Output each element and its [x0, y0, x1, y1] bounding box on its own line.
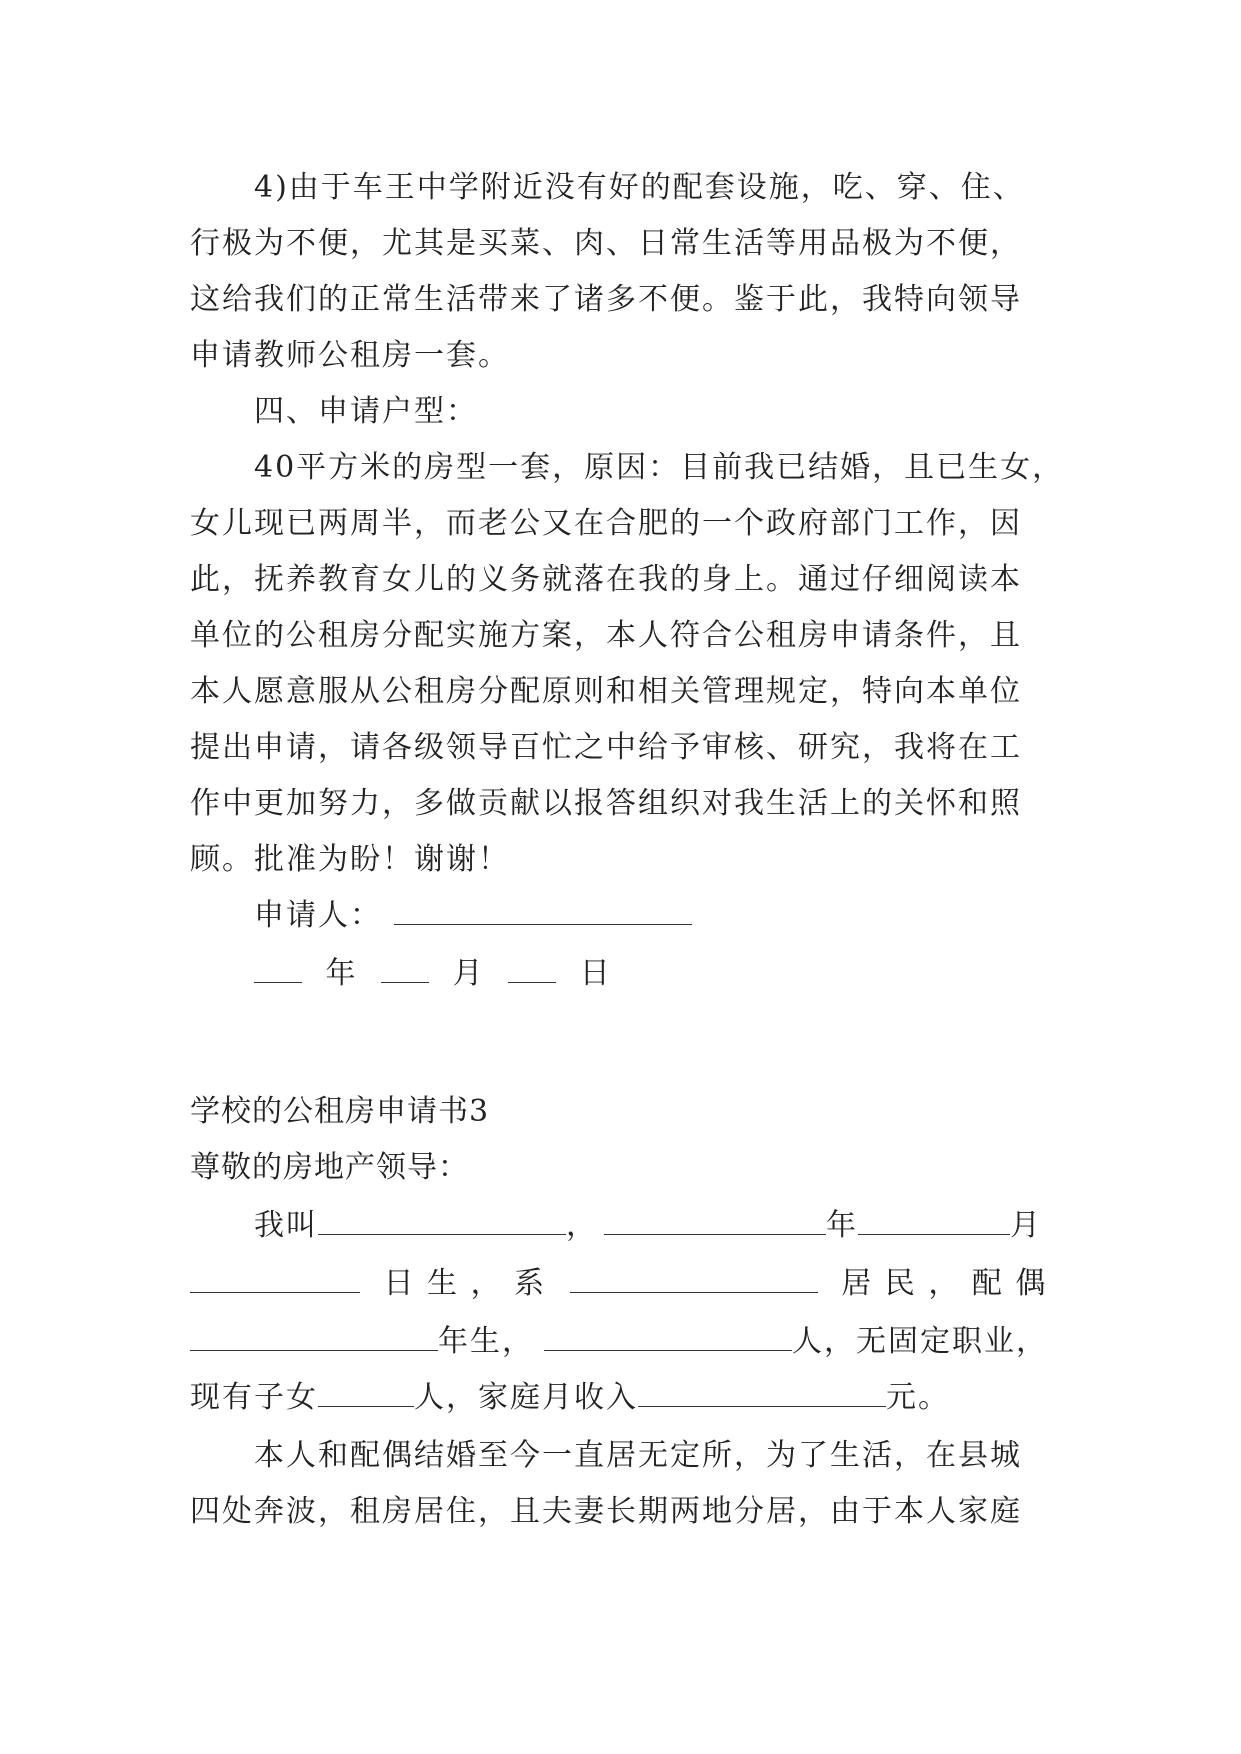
paragraph-line: 本人愿意服从公租房分配原则和相关管理规定，特向本单位 [190, 674, 1022, 709]
form-text: 现有子女 [190, 1380, 318, 1415]
paragraph-line: 这给我们的正常生活带来了诸多不便。鉴于此，我特向领导 [190, 282, 1022, 317]
date-line [254, 952, 1090, 996]
month-blank[interactable] [381, 952, 429, 983]
spouse-residence-blank[interactable] [544, 1320, 792, 1351]
birth-month-blank[interactable] [858, 1204, 1010, 1235]
birth-year-blank[interactable] [604, 1204, 826, 1235]
form-text: 人，家庭月收入 [414, 1380, 638, 1415]
month-label: 月 [452, 956, 485, 991]
monthly-income-blank[interactable] [638, 1376, 886, 1407]
paragraph-line: 顾。批准为盼！谢谢！ [190, 842, 510, 877]
form-line [254, 1204, 1090, 1248]
applicant-signature-line [254, 894, 1090, 938]
form-text: 月 [1010, 1208, 1042, 1243]
children-count-blank[interactable] [318, 1376, 414, 1407]
paragraph-line: 单位的公租房分配实施方案，本人符合公租房申请条件，且 [190, 618, 1022, 653]
paragraph-line: 四处奔波，租房居住，且夫妻长期两地分居，由于本人家庭 [190, 1494, 1022, 1529]
name-blank[interactable] [318, 1204, 566, 1235]
section-heading: 四、申请户型： [254, 394, 478, 429]
paragraph-line: 申请教师公租房一套。 [190, 338, 510, 373]
form-line [190, 1320, 1090, 1364]
paragraph-line: 提出申请，请各级领导百忙之中给予审核、研究，我将在工 [190, 730, 1022, 765]
year-label: 年 [325, 956, 358, 991]
section-title: 学校的公租房申请书3 [190, 1094, 490, 1129]
form-text: 居 民 ， 配 偶 [841, 1266, 1048, 1301]
spouse-birth-year-blank[interactable] [190, 1320, 438, 1351]
form-text: 年 [826, 1208, 858, 1243]
form-text: 日 生 ， 系 [383, 1266, 547, 1301]
day-blank[interactable] [508, 952, 556, 983]
residence-blank[interactable] [570, 1262, 818, 1293]
applicant-name-blank[interactable] [394, 894, 692, 925]
form-line [190, 1262, 1090, 1306]
paragraph-line: 此，抚养教育女儿的义务就落在我的身上。通过仔细阅读本 [190, 562, 1022, 597]
day-label: 日 [579, 956, 612, 991]
form-text: 年生， [438, 1324, 534, 1359]
paragraph-line: 本人和配偶结婚至今一直居无定所，为了生活，在县城 [254, 1438, 1022, 1473]
birth-day-blank[interactable] [190, 1262, 360, 1293]
salutation: 尊敬的房地产领导： [190, 1150, 469, 1185]
paragraph-line: 女儿现已两周半，而老公又在合肥的一个政府部门工作，因 [190, 506, 1022, 541]
form-text: ， [566, 1208, 598, 1243]
applicant-label: 申请人： [254, 898, 382, 933]
paragraph-line: 4)由于车王中学附近没有好的配套设施，吃、穿、住、 [254, 170, 1025, 205]
paragraph-line: 行极为不便，尤其是买菜、肉、日常生活等用品极为不便， [190, 226, 1022, 261]
form-text: 元。 [886, 1380, 950, 1415]
form-text: 人，无固定职业， [792, 1324, 1048, 1359]
year-blank[interactable] [254, 952, 302, 983]
paragraph-line: 作中更加努力，多做贡献以报答组织对我生活上的关怀和照 [190, 786, 1022, 821]
form-text: 我叫 [254, 1208, 318, 1243]
form-line [190, 1376, 1090, 1420]
paragraph-line: 40平方米的房型一套，原因：目前我已结婚，且已生女， [254, 450, 1065, 485]
